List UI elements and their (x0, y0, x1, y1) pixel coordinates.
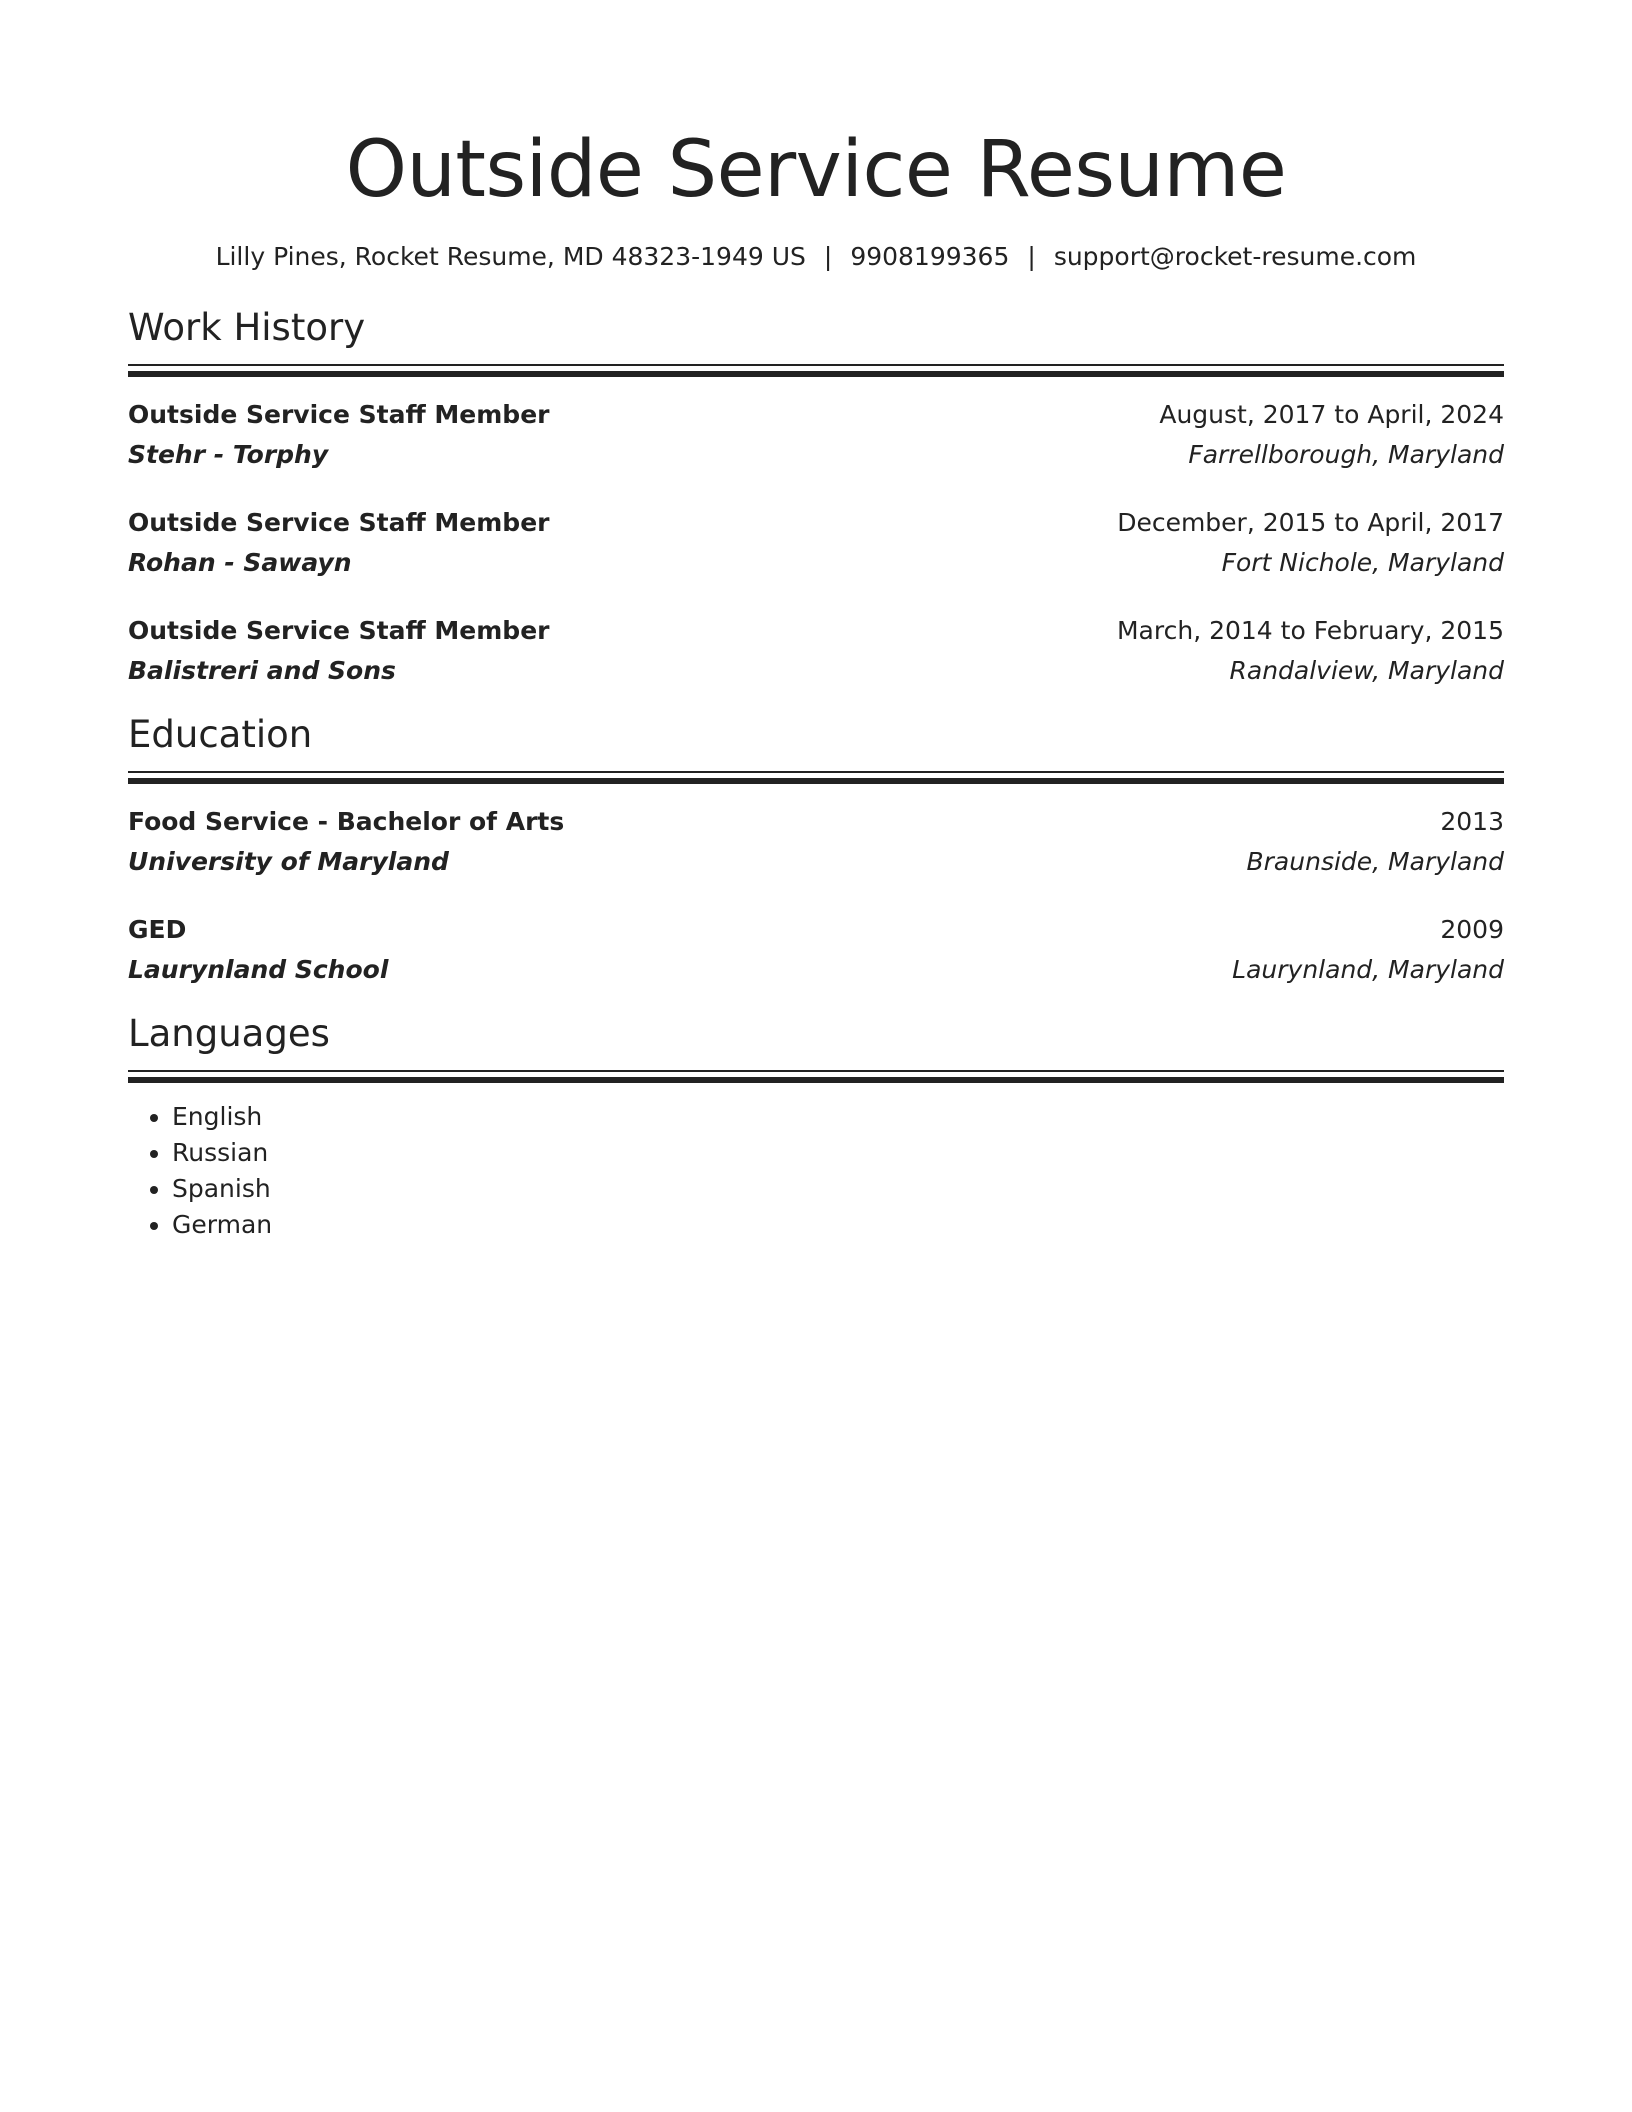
section-divider-thick (128, 371, 1504, 377)
school-name: University of Maryland (128, 847, 449, 876)
contact-address: Lilly Pines, Rocket Resume, MD 48323-1949 US (215, 242, 806, 271)
job-title: Outside Service Staff Member (128, 400, 550, 429)
section-divider-thick (128, 1077, 1504, 1083)
job-dates: December, 2015 to April, 2017 (1117, 508, 1504, 537)
school-location: Laurynland, Maryland (1232, 955, 1504, 984)
language-item: • German (172, 1207, 1504, 1243)
work-entry (128, 395, 1504, 475)
contact-phone: 9908199365 (850, 242, 1010, 271)
section-divider-thin (128, 771, 1504, 773)
job-title: Outside Service Staff Member (128, 508, 550, 537)
graduation-year: 2013 (1440, 807, 1504, 836)
language-item: • Spanish (172, 1171, 1504, 1207)
company-name: Balistreri and Sons (128, 656, 396, 685)
company-name: Stehr - Torphy (128, 440, 329, 469)
job-dates: March, 2014 to February, 2015 (1116, 616, 1504, 645)
job-location: Randalview, Maryland (1229, 656, 1504, 685)
contact-separator: | (823, 242, 833, 271)
languages-heading: Languages (128, 1012, 330, 1055)
job-dates: August, 2017 to April, 2024 (1159, 400, 1504, 429)
languages-list (128, 1099, 1504, 1243)
language-item: • Russian (172, 1135, 1504, 1171)
job-location: Farrellborough, Maryland (1188, 440, 1504, 469)
school-name: Laurynland School (128, 955, 389, 984)
graduation-year: 2009 (1440, 915, 1504, 944)
resume-title: Outside Service Resume (345, 125, 1287, 215)
languages-section (128, 1010, 1504, 1243)
contact-separator: | (1027, 242, 1036, 271)
work-history-section (128, 304, 1504, 691)
contact-line (128, 240, 1504, 274)
section-divider-thin (128, 364, 1504, 366)
contact-email: support@rocket-resume.com (1053, 242, 1417, 271)
education-entry (128, 910, 1504, 990)
school-location: Braunside, Maryland (1246, 847, 1504, 876)
section-divider-thick (128, 778, 1504, 784)
company-name: Rohan - Sawayn (128, 548, 352, 577)
work-entry (128, 503, 1504, 583)
degree: GED (128, 915, 187, 944)
job-title: Outside Service Staff Member (128, 616, 550, 645)
language-item: • English (172, 1099, 1504, 1135)
education-heading: Education (128, 713, 313, 756)
degree: Food Service - Bachelor of Arts (128, 807, 565, 836)
section-divider-thin (128, 1070, 1504, 1072)
job-location: Fort Nichole, Maryland (1221, 548, 1504, 577)
work-history-heading: Work History (128, 306, 366, 349)
education-section (128, 711, 1504, 990)
education-entry (128, 802, 1504, 882)
work-entry (128, 611, 1504, 691)
